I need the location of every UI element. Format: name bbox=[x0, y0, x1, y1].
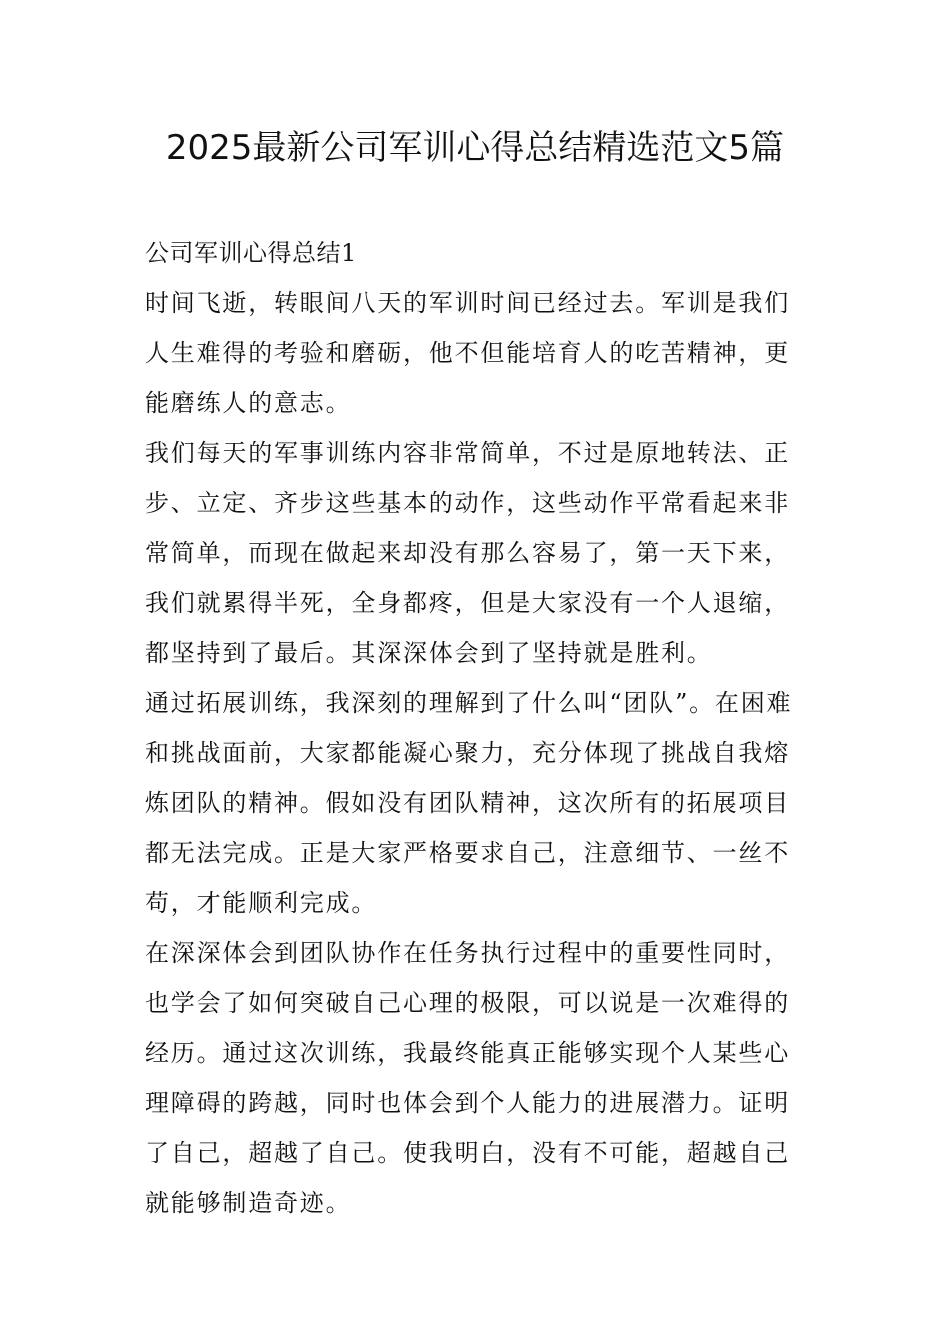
paragraph-4: 在深深体会到团队协作在任务执行过程中的重要性同时，也学会了如何突破自己心理的极限，可以说是一次难得的经历。通过这次训练，我最终能真正能够实现个人某些心理障碍的跨越，同时也体会到个人能力的进展潜力。证明了自己，超越了自己。使我明白，没有不可能，超越自己就能够制造奇迹。 bbox=[145, 939, 790, 1217]
document-body bbox=[145, 228, 810, 1228]
paragraph-1: 时间飞逝，转眼间八天的军训时间已经过去。军训是我们人生难得的考验和磨砺，他不但能培育人的吃苦精神，更能磨练人的意志。 bbox=[145, 289, 790, 417]
paragraph-3: 通过拓展训练，我深刻的理解到了什么叫“团队”。在困难和挑战面前，大家都能凝心聚力，充分体现了挑战自我熔炼团队的精神。假如没有团队精神，这次所有的拓展项目都无法完成。正是大家严格要求自己，注意细节、一丝不苟，才能顺利完成。 bbox=[145, 689, 793, 917]
paragraph-2: 我们每天的军事训练内容非常简单，不过是原地转法、正步、立定、齐步这些基本的动作，这些动作平常看起来非常简单，而现在做起来却没有那么容易了，第一天下来，我们就累得半死，全身都疼，但是大家没有一个人退缩，都坚持到了最后。其深深体会到了坚持就是胜利。 bbox=[145, 439, 790, 667]
section-heading: 公司军训心得总结1 bbox=[145, 239, 357, 267]
document-title: 2025最新公司军训心得总结精选范文5篇 bbox=[165, 128, 785, 168]
